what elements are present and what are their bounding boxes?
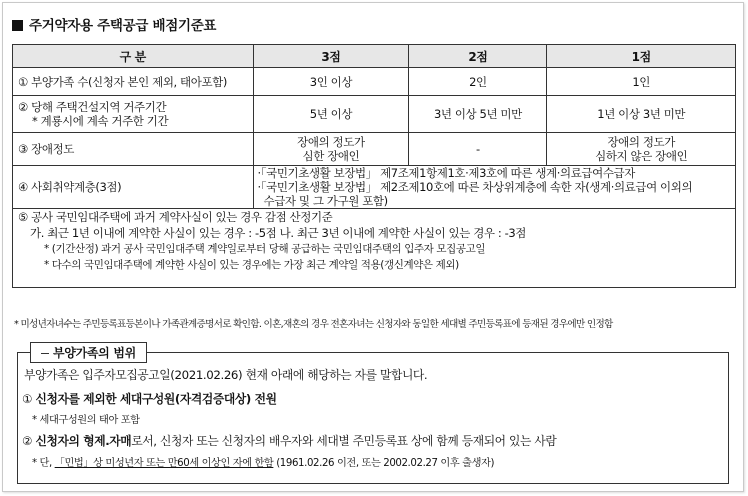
item2-note-post: (1961.02.26 이전, 또는 2002.02.27 이후 출생자): [273, 458, 495, 469]
score-table: [12, 44, 736, 288]
row3-1pt-cell: [547, 133, 736, 166]
dependents-scope-box: [17, 352, 729, 484]
row3-3pt-cell: [253, 133, 409, 166]
header-2pt: 2점: [409, 45, 547, 68]
header-3pt: 3점: [253, 45, 409, 68]
row4-line3: 수급자 및 그 가구원 포함): [263, 194, 388, 208]
row3-1pt-a: 장애의 정도가: [607, 135, 675, 149]
row2-1pt: 1년 이상 3년 미만: [547, 96, 736, 133]
row2-label: ② 당해 주택건설지역 거주기간: [18, 100, 167, 114]
item1-number: ①: [22, 392, 33, 406]
header-category: 구 분: [13, 45, 254, 68]
row3-3pt-a: 장애의 정도가: [297, 135, 365, 149]
label-bar-icon: [41, 353, 49, 354]
table-header-row: [13, 45, 736, 68]
header-1pt: 1점: [547, 45, 736, 68]
row5-line3: * (기간산정) 과거 공사 국민임대주택 계약일로부터 당해 공급하는 국민임대주택의 입주자 모집공고일: [44, 243, 486, 255]
row2-sub: * 계룡시에 계속 거주한 기간: [32, 114, 169, 128]
item2-rest: 로서, 신청자 또는 신청자의 배우자와 세대별 주민등록표 상에 함께 등재되어 있는 사람: [131, 434, 557, 448]
page-title-text: 주거약자용 주택공급 배점기준표: [29, 18, 217, 34]
row5-content: [13, 209, 736, 288]
box-item2: [22, 432, 556, 449]
row4-line2: ·「국민기초생활 보장법」 제2조제10호에 따른 차상위계층에 속한 자(생계·의료급여 이외의: [257, 180, 693, 194]
row5-line2: 가. 최근 1년 이내에 계약한 사실이 있는 경우 : -5점 나. 최근 3년 이내에 계약한 사실이 있는 경우 : -3점: [30, 226, 527, 240]
row1-2pt: 2인: [409, 68, 547, 96]
row3-label: ③ 장애정도: [13, 133, 254, 166]
box-item2-note: [32, 454, 494, 469]
row2-3pt: 5년 이상: [253, 96, 409, 133]
item2-note-pre: * 단,: [32, 458, 55, 469]
box-item1-note: * 세대구성원의 태아 포함: [32, 415, 140, 426]
box-item1: [22, 390, 277, 407]
row1-label: ① 부양가족 수(신청자 본인 제외, 태아포함): [13, 68, 254, 96]
row5-line4: * 다수의 국민임대주택에 계약한 사실이 있는 경우에는 가장 최근 계약일 적용(갱신계약은 제외): [44, 259, 459, 271]
item2-number: ②: [22, 434, 33, 448]
table-row: [13, 96, 736, 133]
item2-note-underline: 「민법」상 미성년자 또는 만60세 이상인 자에 한함: [54, 458, 274, 469]
row1-1pt: 1인: [547, 68, 736, 96]
page-title: [12, 14, 216, 34]
row3-3pt-b: 심한 장애인: [302, 149, 360, 163]
row1-3pt: 3인 이상: [253, 68, 409, 96]
table-row: [13, 166, 736, 209]
box-label-text: 부양가족의 범위: [53, 346, 136, 360]
row3-1pt-b: 심하지 않은 장애인: [595, 149, 688, 163]
table-row: [13, 209, 736, 288]
box-label: [30, 342, 147, 363]
row2-label-cell: [13, 96, 254, 133]
table-row: [13, 68, 736, 96]
table-row: [13, 133, 736, 166]
box-intro: 부양가족은 입주자모집공고일(2021.02.26) 현재 아래에 해당하는 자를 말합니다.: [24, 368, 428, 382]
footnote: * 미성년자녀수는 주민등록표등본이나 가족관계증명서로 확인함. 이혼,재혼의 경우 전혼자녀는 신청자와 동일한 세대별 주민등록표에 등재된 경우에만 인정함: [14, 319, 613, 330]
row4-line1: ·「국민기초생활 보장법」 제7조제1항제1호·제3호에 따른 생계·의료급여수급자: [257, 166, 635, 180]
row2-2pt: 3년 이상 5년 미만: [409, 96, 547, 133]
row3-2pt: -: [409, 133, 547, 166]
square-bullet-icon: [12, 20, 23, 31]
row4-label: ④ 사회취약계층(3점): [13, 166, 254, 209]
item1-text: 신청자를 제외한 세대구성원(자격검증대상) 전원: [35, 392, 277, 406]
item2-bold: 신청자의 형제.자매: [35, 434, 132, 448]
row5-line1: ⑤ 공사 국민임대주택에 과거 계약사실이 있는 경우 감점 산정기준: [18, 210, 333, 224]
row4-content: [253, 166, 736, 209]
